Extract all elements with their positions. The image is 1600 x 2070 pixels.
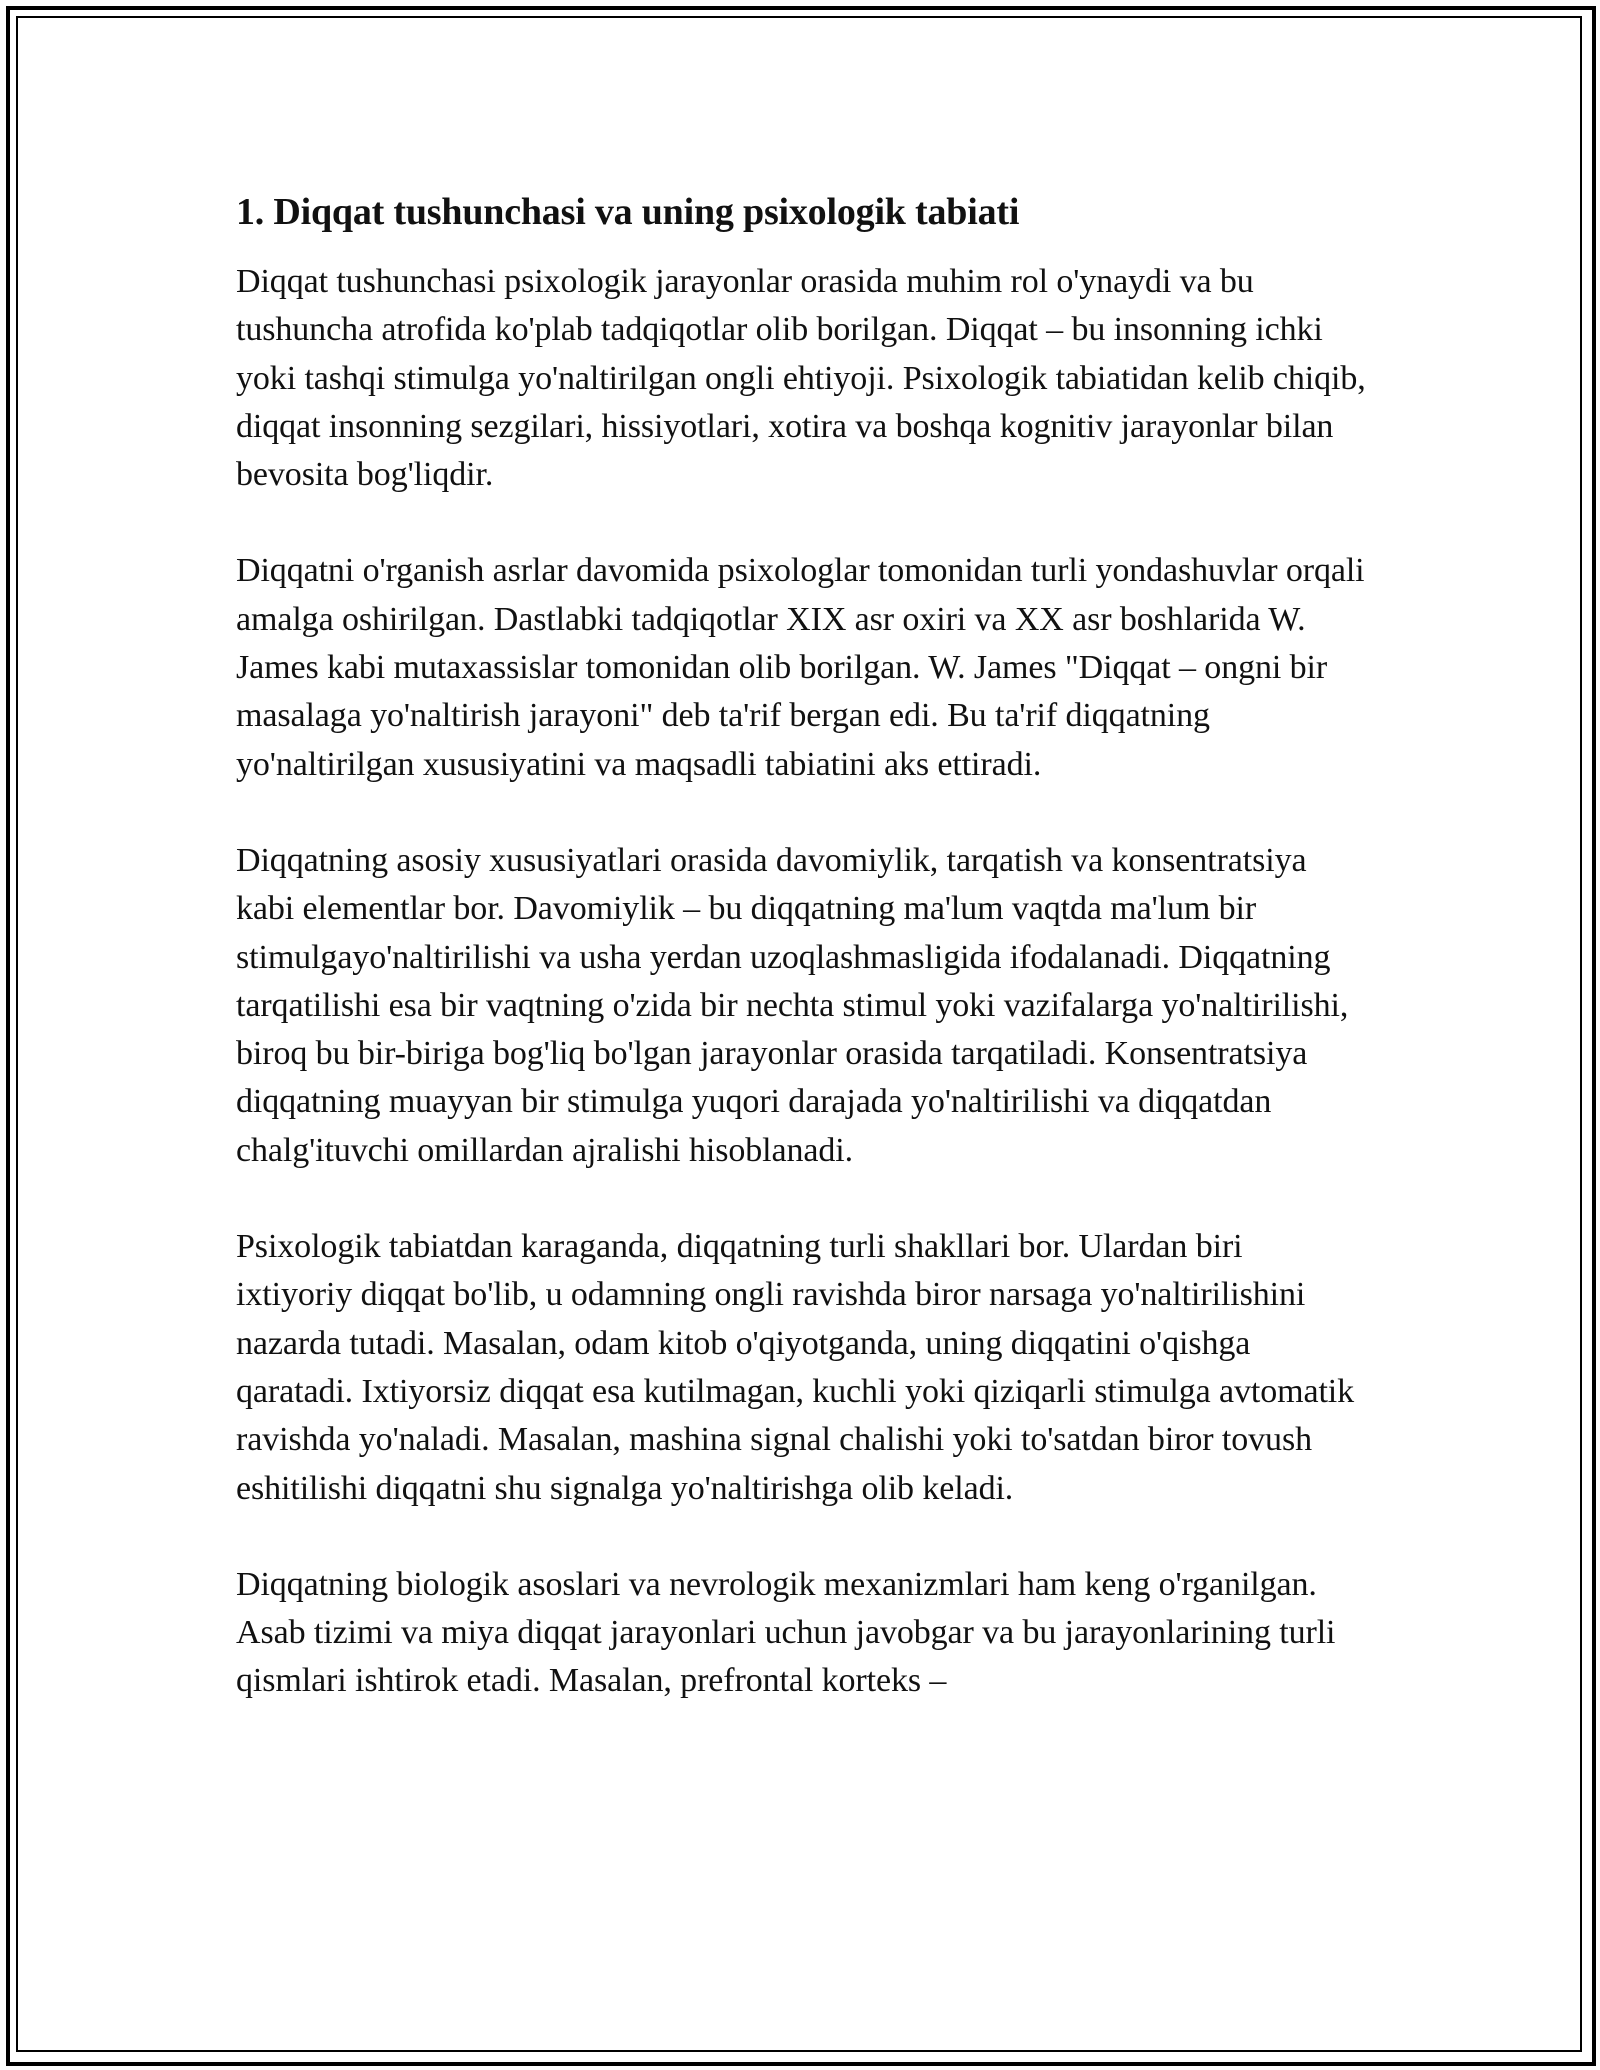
paragraph-4: Psixologik tabiatdan karaganda, diqqatning turli shakllari bor. Ulardan biri ixtiyoriy diqqat bo'lib, u odamning ongli ravishda biror narsaga yo'naltirilishini nazarda tutadi. Masalan, odam kitob o'qiyotganda, uning diqqatini o'qishga qaratadi. Ixtiyorsiz diqqat esa kutilmagan, kuchli yoki qiziqarli stimulga avtomatik ravishda yo'naladi. Masalan, mashina signal chalishi yoki to'satdan biror tovush eshitilishi diqqatni shu signalga yo'naltirishga olib keladi. [236, 1228, 1355, 1507]
paragraph-3: Diqqatning asosiy xususiyatlari orasida davomiylik, tarqatish va konsentratsiya kabi elementlar bor. Davomiylik – bu diqqatning ma'lum vaqtda ma'lum bir stimulgayo'naltirilishi va usha yerdan uzoqlashmasligida ifodalanadi. Diqqatning tarqatilishi esa bir vaqtning o'zida bir nechta stimul yoki vazifalarga yo'naltirilishi, biroq bu bir-biriga bog'liq bo'lgan jarayonlar orasida tarqatiladi. Konsentratsiya diqqatning muayyan bir stimulga yuqori darajada yo'naltirilishi va diqqatdan chalg'ituvchi omillardan ajralishi hisoblanadi. [236, 841, 1349, 1169]
paragraph-2: Diqqatni o'rganish asrlar davomida psixologlar tomonidan turli yondashuvlar orqali amalga oshirilgan. Dastlabki tadqiqotlar XIX asr oxiri va XX asr boshlarida W. James kabi mutaxassislar tomonidan olib borilgan. W. James "Diqqat – ongni bir masalaga yo'naltirish jarayoni" deb ta'rif bergan edi. Bu ta'rif diqqatning yo'naltirilgan xususiyatini va maqsadli tabiatini aks ettiradi. [236, 552, 1365, 783]
section-heading: 1. Diqqat tushunchasi va uning psixologik tabiati [236, 191, 1020, 233]
paragraph-5: Diqqatning biologik asoslari va nevrologik mexanizmlari ham keng o'rganilgan. Asab tizimi va miya diqqat jarayonlari uchun javobgar va bu jarayonlarining turli qismlari ishtirok etadi. Masalan, prefrontal korteks – [236, 1565, 1336, 1700]
paragraph-1: Diqqat tushunchasi psixologik jarayonlar orasida muhim rol o'ynaydi va bu tushuncha atrofida ko'plab tadqiqotlar olib borilgan. Diqqat – bu insonning ichki yoki tashqi stimulga yo'naltirilgan ongli ehtiyoji. Psixologik tabiatidan kelib chiqib, diqqat insonning sezgilari, hissiyotlari, xotira va boshqa kognitiv jarayonlar bilan bevosita bog'liqdir. [236, 263, 1366, 494]
document-body [236, 186, 1366, 1754]
